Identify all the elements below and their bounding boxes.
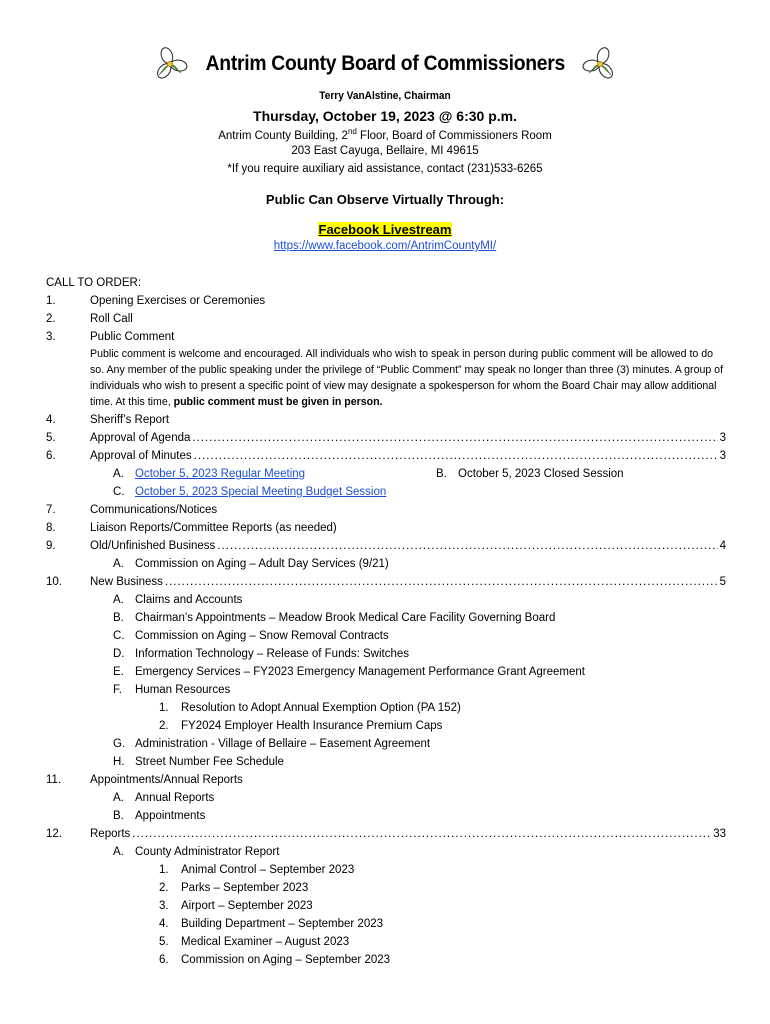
meeting-address: 203 East Cayuga, Bellaire, MI 49615 [291,145,479,157]
sub-item-letter: A. [113,846,124,858]
dot-leader [132,825,711,843]
agenda-item [46,825,726,843]
sub-sub-item [159,951,390,969]
sub-item-text: Administration - Village of Bellaire – Easement Agreement [135,738,431,750]
item-text: New Business [90,573,165,591]
item-number: 1. [46,295,56,307]
sub-item-letter: C. [113,630,125,642]
sub-item-text: October 5, 2023 Closed Session [458,468,624,480]
sub-item [113,609,555,627]
call-to-order-label: CALL TO ORDER: [46,277,142,289]
sub-item [113,591,242,609]
sub-item [113,843,279,861]
sub-item-text: Human Resources [135,684,231,696]
sub-item [113,807,205,825]
sub-item-letter: A. [113,594,124,606]
sub-item [113,555,389,573]
sub-item-letter: A. [113,558,124,570]
meeting-date: Thursday, October 19, 2023 @ 6:30 p.m. [253,108,517,124]
sub-sub-item-text: Commission on Aging – September 2023 [181,954,391,966]
sub-sub-item [159,861,354,879]
sub-sub-item-number: 4. [159,918,169,930]
item-text: Opening Exercises or Ceremonies [90,295,266,307]
item-number: 6. [46,450,56,462]
item-text: Appointments/Annual Reports [90,774,243,786]
sub-item-row [46,555,726,573]
sub-sub-item-text: Airport – September 2023 [181,900,313,912]
agenda-item [46,573,726,591]
sub-item-letter: B. [113,612,124,624]
document-title: Antrim County Board of Commissioners [205,52,565,75]
sub-item-row [46,645,726,663]
sub-item-letter: A. [113,468,124,480]
item-number: 2. [46,313,56,325]
sub-sub-item-text: Parks – September 2023 [181,882,309,894]
sub-sub-item-number: 2. [159,882,169,894]
sub-sub-item [159,879,308,897]
item-text: Communications/Notices [90,504,218,516]
item-text: Roll Call [90,313,133,325]
call-to-order [46,274,726,292]
sub-sub-item-row [46,699,726,717]
sub-item-row [46,609,726,627]
sub-sub-item-text: Resolution to Adopt Annual Exemption Option (PA 152) [181,702,461,714]
item-text: Approval of Minutes [90,447,194,465]
dot-leader [194,447,718,465]
dot-leader [165,573,718,591]
agenda-item [46,537,726,555]
sub-item-text: Annual Reports [135,792,215,804]
sub-item [113,789,214,807]
sub-item-text: Information Technology – Release of Funds: Switches [135,648,410,660]
public-comment-text: Public comment is welcome and encouraged. All individuals who wish to speak in person during public comment will be allowed to do so. Any member of the public speaking under the privilege of “Public Comment” may speak no longer than three (3) minutes. A group of individuals who wish to present a specific point of view may designate a spokesperson for whom the Board Chair may allow additional time. At this time, [90,348,724,408]
floor-superscript: nd [347,127,357,136]
sub-item [113,735,430,753]
sub-sub-item-number: 5. [159,936,169,948]
facebook-livestream-label [0,222,770,237]
page-number: 33 [713,828,726,840]
sub-item-text: Claims and Accounts [135,594,243,606]
item-number: 10. [46,576,62,588]
sub-item-letter: A. [113,792,124,804]
sub-item-text: Chairman’s Appointments – Meadow Brook Medical Care Facility Governing Board [135,612,556,624]
agenda-item [46,501,726,519]
item-with-page [90,825,726,843]
sub-sub-item-row [46,951,726,969]
sub-sub-item [159,933,349,951]
sub-sub-item [159,699,461,717]
sub-item [113,753,284,771]
agenda-item [46,411,726,429]
sub-item-letter: D. [113,648,125,660]
sub-item-letter: H. [113,756,125,768]
dot-leader [217,537,717,555]
sub-item [113,681,230,699]
sub-item-row [46,681,726,699]
item-text: Approval of Agenda [90,429,192,447]
sub-sub-item-row [46,933,726,951]
sub-item-letter: B. [113,810,124,822]
sub-item-text: County Administrator Report [135,846,280,858]
budget-session-minutes-link[interactable]: October 5, 2023 Special Meeting Budget Session [135,486,387,498]
public-comment-bold: public comment must be given in person. [173,396,383,408]
agenda-item [46,292,726,310]
sub-sub-item [159,717,442,735]
item-with-page [90,537,726,555]
meeting-location [0,127,770,142]
sub-sub-item-row [46,915,726,933]
sub-sub-item-row [46,861,726,879]
agenda-item [46,771,726,789]
sub-item-row [46,753,726,771]
item-text: Sheriff’s Report [90,414,170,426]
item-number: 11. [46,774,62,786]
sub-item [113,483,386,501]
facebook-livestream-text: Facebook Livestream [318,222,452,237]
sub-item-letter: F. [113,684,122,696]
sub-item-text: Emergency Services – FY2023 Emergency Management Performance Grant Agreement [135,666,585,678]
page-number: 4 [719,540,726,552]
sub-item-letter: E. [113,666,124,678]
agenda-list [46,274,726,969]
sub-item-text: Street Number Fee Schedule [135,756,284,768]
building-text-rest: Floor, Board of Commissioners Room [356,129,552,142]
sub-sub-item-text: Animal Control – September 2023 [181,864,355,876]
building-text: Antrim County Building, 2 [218,129,348,142]
sub-sub-item-text: Medical Examiner – August 2023 [181,936,350,948]
sub-sub-item-row [46,897,726,915]
public-comment-paragraph [46,346,726,410]
item-text: Old/Unfinished Business [90,537,217,555]
chairman-line: Terry VanAlstine, Chairman [319,90,451,102]
sub-item [113,663,585,681]
sub-item-row [46,663,726,681]
sub-item-letter: C. [113,486,125,498]
sub-item-row [46,627,726,645]
item-number: 9. [46,540,56,552]
sub-item-letter: B. [436,468,447,480]
page-number: 3 [719,450,726,462]
sub-sub-item-number: 6. [159,954,169,966]
item-number: 12. [46,828,62,840]
sub-sub-item [159,915,383,933]
agenda-item [46,447,726,465]
sub-sub-item-row [46,879,726,897]
sub-item [436,465,624,483]
item-text: Public Comment [90,331,175,343]
facebook-url-link[interactable]: https://www.facebook.com/AntrimCountyMI/ [273,240,497,252]
facebook-url-line [0,240,770,252]
regular-meeting-minutes-link[interactable]: October 5, 2023 Regular Meeting [135,468,306,480]
item-with-page [90,573,726,591]
sub-sub-item-number: 1. [159,702,169,714]
sub-sub-item [159,897,313,915]
item-number: 3. [46,331,56,343]
item-number: 8. [46,522,56,534]
agenda-item [46,328,726,346]
sub-item-row [46,789,726,807]
sub-item-text: Appointments [135,810,206,822]
sub-item-row [46,843,726,861]
sub-item-letter: G. [113,738,126,750]
trillium-flower-icon [582,46,618,82]
observe-heading: Public Can Observe Virtually Through: [265,192,505,207]
item-number: 4. [46,414,56,426]
item-text: Reports [90,825,132,843]
agenda-item [46,429,726,447]
item-text: Liaison Reports/Committee Reports (as needed) [90,522,337,534]
sub-sub-item-text: FY2024 Employer Health Insurance Premium Caps [181,720,443,732]
sub-item-row [46,465,726,483]
sub-item-row [46,735,726,753]
aux-aid-note: *If you require auxiliary aid assistance, contact (231)533-6265 [227,163,543,175]
sub-item-row [46,483,726,501]
sub-item [113,627,389,645]
sub-item-row [46,591,726,609]
sub-item-text: Commission on Aging – Snow Removal Contracts [135,630,389,642]
dot-leader [192,429,717,447]
sub-sub-item-number: 1. [159,864,169,876]
sub-sub-item-number: 2. [159,720,169,732]
agenda-item [46,310,726,328]
sub-item [113,645,409,663]
item-number: 5. [46,432,56,444]
sub-sub-item-row [46,717,726,735]
trillium-flower-icon [152,46,188,82]
sub-item [113,465,305,483]
document-title-row [0,44,770,84]
page-number: 5 [719,576,726,588]
sub-sub-item-number: 3. [159,900,169,912]
agenda-item [46,519,726,537]
item-number: 7. [46,504,56,516]
item-with-page [90,429,726,447]
page-number: 3 [719,432,726,444]
sub-item-row [46,807,726,825]
sub-item-text: Commission on Aging – Adult Day Services (9/21) [135,558,389,570]
item-with-page [90,447,726,465]
sub-sub-item-text: Building Department – September 2023 [181,918,384,930]
